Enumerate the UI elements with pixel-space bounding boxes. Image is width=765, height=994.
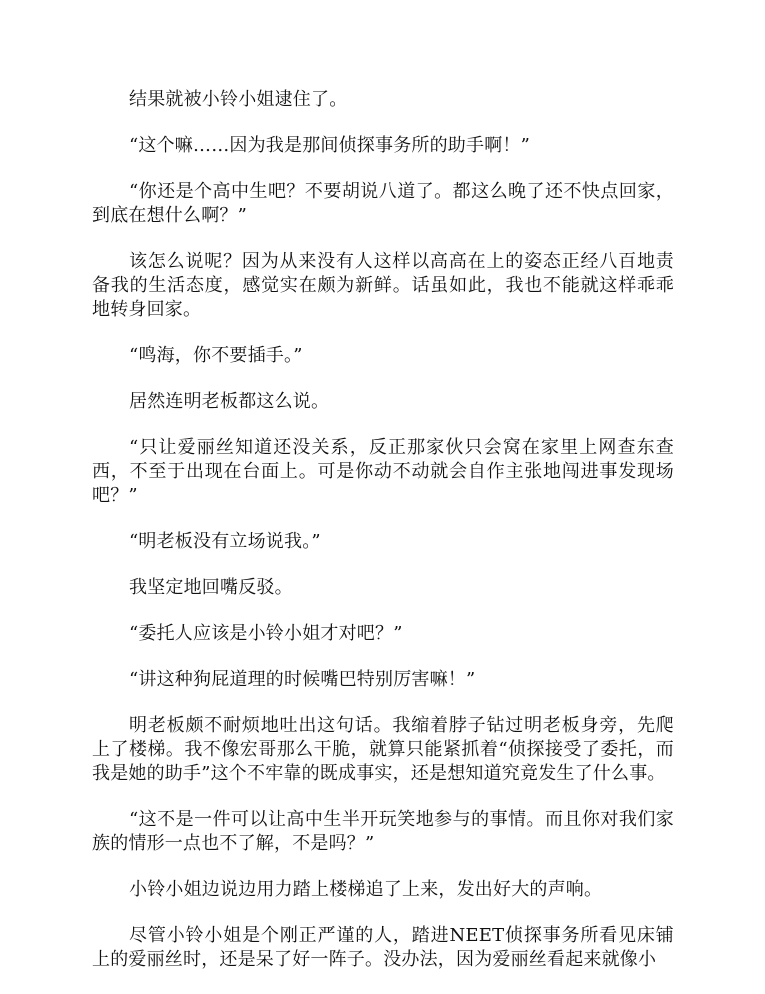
paragraph: “讲这种狗屁道理的时候嘴巴特别厉害嘛！” bbox=[129, 669, 476, 690]
paragraph: “这个嘛……因为我是那间侦探事务所的助手啊！” bbox=[129, 135, 531, 156]
paragraph: “这不是一件可以让高中生半开玩笑地参与的事情。而且你对我们家族的情形一点也不了解，不是吗？” bbox=[92, 809, 674, 854]
paragraph: “你还是个高中生吧？不要胡说八道了。都这么晚了还不快点回家，到底在想什么啊？” bbox=[92, 181, 674, 226]
paragraph: 结果就被小铃小姐逮住了。 bbox=[129, 89, 348, 110]
paragraph: 居然连明老板都这么说。 bbox=[129, 391, 330, 412]
paragraph: 我坚定地回嘴反驳。 bbox=[129, 577, 293, 598]
paragraph: 该怎么说呢？因为从来没有人这样以高高在上的姿态正经八百地责备我的生活态度，感觉实在颇为新鲜。话虽如此，我也不能就这样乖乖地转身回家。 bbox=[92, 251, 674, 320]
paragraph: “只让爱丽丝知道还没关系，反正那家伙只会窝在家里上网查东查西，不至于出现在台面上。可是你动不动就会自作主张地闯进事发现场吧？” bbox=[92, 437, 674, 506]
paragraph: “明老板没有立场说我。” bbox=[129, 531, 321, 552]
paragraph: 明老板颇不耐烦地吐出这句话。我缩着脖子钻过明老板身旁，先爬上了楼梯。我不像宏哥那么干脆，就算只能紧抓着“侦探接受了委托，而我是她的助手”这个不牢靠的既成事实，还是想知道究竟发生了什么事。 bbox=[92, 715, 674, 784]
paragraph: “鸣海，你不要插手。” bbox=[129, 345, 303, 366]
paragraph: 小铃小姐边说边用力踏上楼梯追了上来，发出好大的声响。 bbox=[129, 879, 603, 900]
document-page bbox=[92, 88, 674, 994]
paragraph: 尽管小铃小姐是个刚正严谨的人，踏进NEET侦探事务所看见床铺上的爱丽丝时，还是呆了好一阵子。没办法，因为爱丽丝看起来就像小 bbox=[92, 925, 674, 970]
paragraph: “委托人应该是小铃小姐才对吧？” bbox=[129, 623, 403, 644]
